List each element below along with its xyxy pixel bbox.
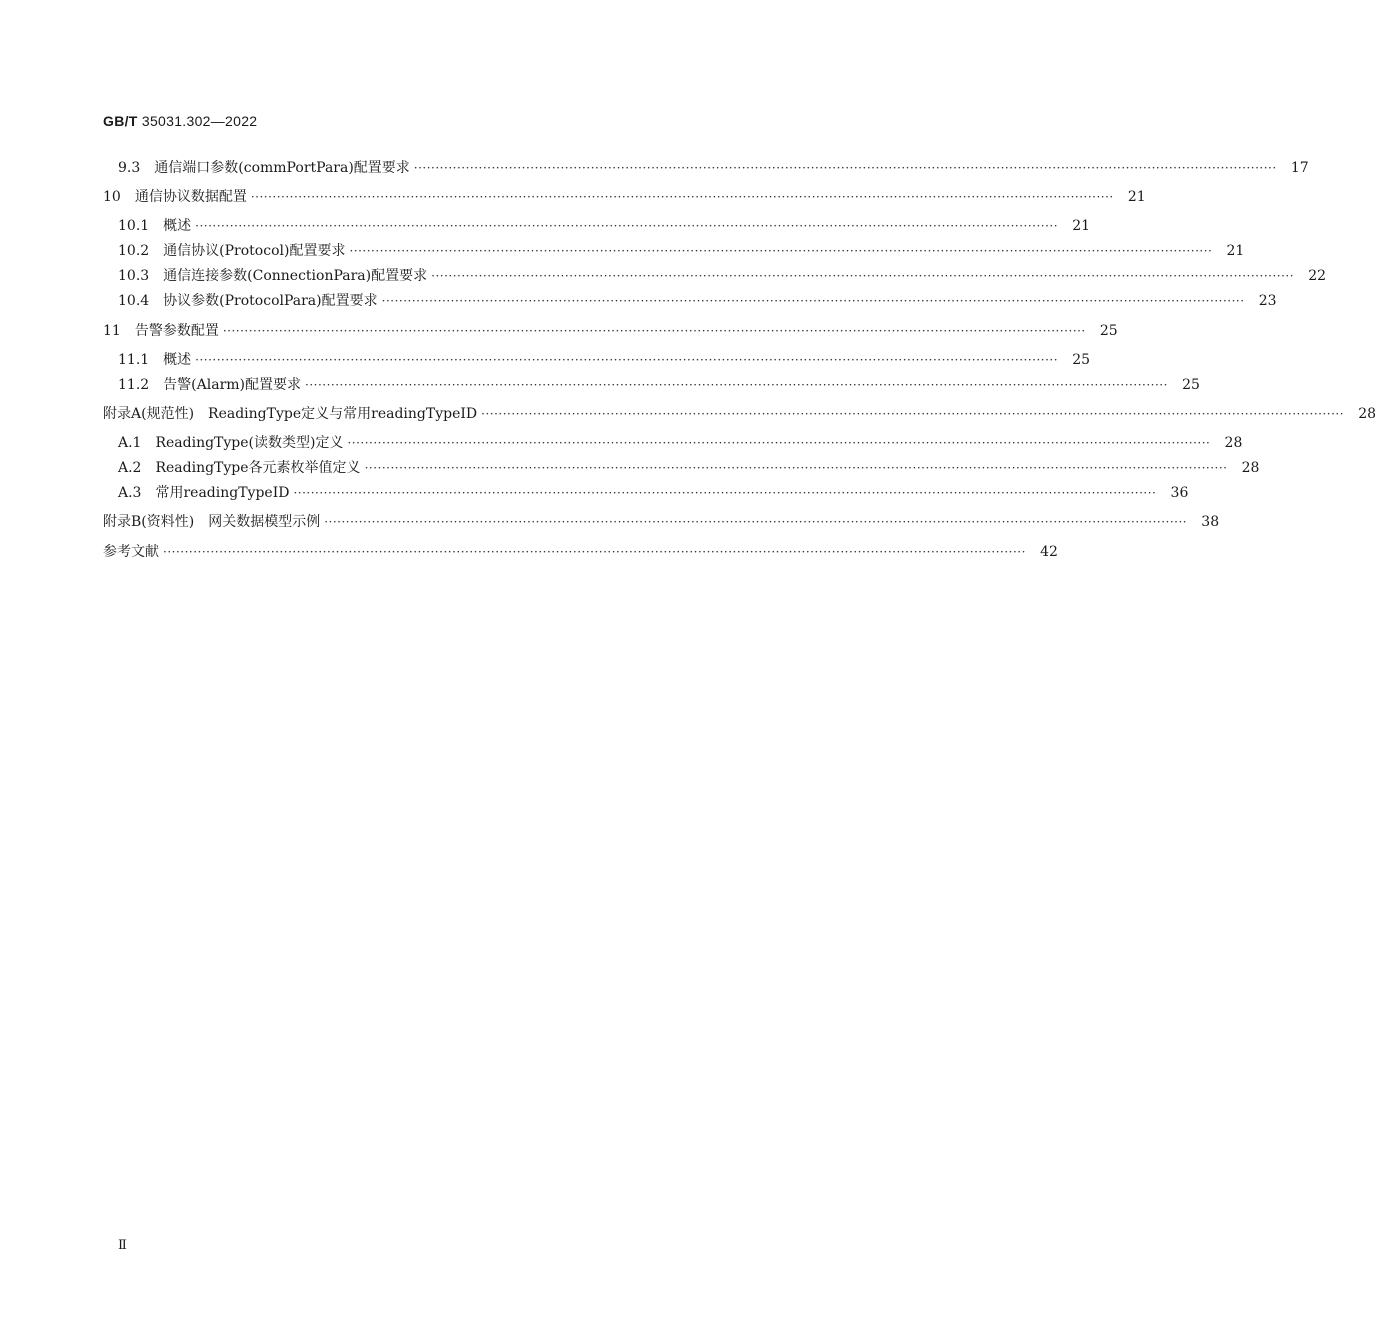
toc-entry-page: 21 [1226, 243, 1245, 259]
toc-entry-page: 28 [1224, 435, 1243, 451]
toc-entry-number: A.3 [118, 485, 142, 501]
toc-entry-page: 42 [1040, 544, 1058, 560]
toc-leader-dots: ········································································································································································································ [431, 269, 1295, 283]
toc-entry-number: 10.2 [118, 243, 150, 259]
toc-entry-title: 通信连接参数(ConnectionPara)配置要求 [163, 268, 428, 284]
toc-entry-title: 协议参数(ProtocolPara)配置要求 [163, 293, 378, 309]
toc-entry-title: 通信端口参数(commPortPara)配置要求 [154, 160, 410, 176]
toc-entry-title: 告警(Alarm)配置要求 [163, 377, 301, 393]
toc-leader-dots: ········································································································································································································ [413, 161, 1277, 175]
toc-entry-title: ReadingType(读数类型)定义 [155, 435, 344, 451]
toc-entry-page: 17 [1290, 160, 1309, 176]
toc-leader-dots: ········································································································································································································ [163, 545, 1026, 559]
toc-entry[interactable] [103, 184, 1146, 206]
toc-entry-page: 22 [1308, 268, 1327, 284]
toc-entry-title: 常用readingTypeID [155, 485, 290, 501]
toc-leader-dots: ········································································································································································································ [195, 219, 1059, 233]
toc-leader-dots: ········································································································································································································ [381, 294, 1245, 308]
toc-entry-number: 10.3 [118, 268, 150, 284]
toc-entry[interactable] [118, 480, 1189, 502]
toc-leader-dots: ········································································································································································································ [293, 486, 1157, 500]
toc-leader-dots: ········································································································································································································ [195, 353, 1059, 367]
toc-entry-page: 21 [1127, 189, 1146, 205]
toc-entry-title: ReadingType定义与常用readingTypeID [208, 406, 478, 422]
toc-entry-number: 11.1 [118, 352, 150, 368]
standard-number: 35031.302—2022 [141, 113, 258, 129]
toc-entry-page: 25 [1072, 352, 1091, 368]
toc-entry-title: 参考文献 [103, 544, 159, 560]
toc-entry-page: 28 [1241, 460, 1260, 476]
toc-leader-dots: ········································································································································································································ [324, 515, 1188, 529]
toc-entry[interactable] [103, 318, 1118, 340]
toc-entry-page: 28 [1358, 406, 1376, 422]
toc-entry-number: 11 [103, 323, 121, 339]
toc-leader-dots: ········································································································································································································ [250, 190, 1114, 204]
toc-entry[interactable] [103, 401, 1376, 423]
toc-entry-page: 21 [1072, 218, 1091, 234]
toc-entry-title: 告警参数配置 [134, 323, 219, 339]
toc-entry[interactable] [118, 455, 1260, 477]
standard-code [103, 113, 257, 129]
toc-entry-page: 25 [1182, 377, 1200, 393]
toc-leader-dots: ········································································································································································································ [481, 407, 1345, 421]
toc-entry-number: A.1 [118, 435, 142, 451]
toc-entry-number: 11.2 [118, 377, 150, 393]
toc-entry[interactable] [118, 372, 1200, 394]
toc-entry-number: 10.1 [118, 218, 150, 234]
toc-entry-title: 网关数据模型示例 [208, 514, 321, 530]
toc-entry-title: 通信协议(Protocol)配置要求 [163, 243, 346, 259]
toc-entry-title: 通信协议数据配置 [134, 189, 247, 205]
toc-entry-number: 10 [103, 189, 121, 205]
toc-entry[interactable] [118, 288, 1277, 310]
page-folio: Ⅱ [118, 1238, 127, 1253]
toc-entry[interactable] [118, 347, 1091, 369]
toc-entry[interactable] [118, 213, 1091, 235]
toc-leader-dots: ········································································································································································································ [222, 324, 1086, 338]
toc-entry-number: 9.3 [118, 160, 141, 176]
toc-entry-number: 10.4 [118, 293, 150, 309]
toc-entry-page: 25 [1099, 323, 1118, 339]
toc-entry-page: 23 [1258, 293, 1277, 309]
toc-entry[interactable] [118, 155, 1309, 177]
toc-entry-number: 附录A(规范性) [103, 406, 195, 422]
toc-entry-number: A.2 [118, 460, 142, 476]
toc-leader-dots: ········································································································································································································ [305, 378, 1168, 392]
toc-entry-page: 36 [1170, 485, 1189, 501]
toc-entry-title: ReadingType各元素枚举值定义 [155, 460, 361, 476]
standard-prefix: GB/T [103, 113, 138, 129]
toc-leader-dots: ········································································································································································································ [349, 244, 1213, 258]
toc-entry-title: 概述 [163, 352, 192, 368]
toc-entry-number: 附录B(资料性) [103, 514, 195, 530]
toc-entry[interactable] [103, 539, 1058, 561]
toc-leader-dots: ········································································································································································································ [347, 436, 1211, 450]
toc-entry[interactable] [103, 509, 1220, 531]
toc-entry[interactable] [118, 238, 1245, 260]
toc-entry[interactable] [118, 430, 1243, 452]
toc-entry[interactable] [118, 263, 1327, 285]
toc-entry-title: 概述 [163, 218, 192, 234]
toc-leader-dots: ········································································································································································································ [364, 461, 1228, 475]
toc-entry-page: 38 [1201, 514, 1220, 530]
